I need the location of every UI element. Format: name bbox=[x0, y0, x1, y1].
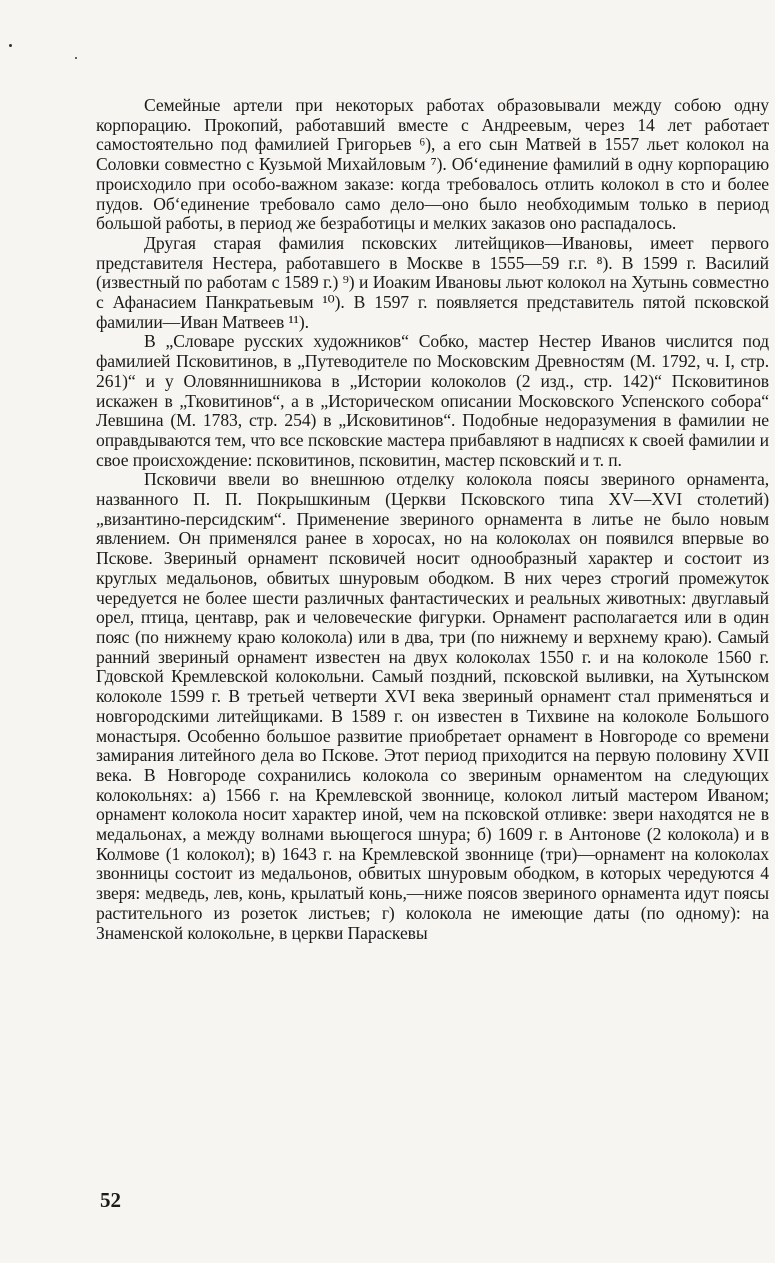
scan-speck bbox=[75, 57, 77, 59]
paragraph-artels: Семейные артели при некоторых работах образовывали между собою одну корпорацию. Прокопий, работавший вместе с Андреевым, через 14 лет работает самостоятельно под фамилией Григорьев ⁶), а его сын Матвей в 1557 льет колокол на Соловки совместно с Кузьмой Михайловым ⁷). Об‘единение фамилий в одну корпорацию происходило при особо-важном заказе: когда требовалось отлить колокол в сто и более пудов. Об‘единение требовало само дело—оно было необходимым только в период большой работы, в период же безработицы и мелких заказов оно распадалось. bbox=[96, 95, 769, 234]
body-text bbox=[96, 96, 769, 943]
scan-speck bbox=[9, 44, 12, 47]
paragraph-ivanov-family: Другая старая фамилия псковских литейщиков—Ивановы, имеет первого представителя Нестера, работавшего в Москве в 1555—59 г.г. ⁸). В 1599 г. Василий (известный по работам с 1589 г.) ⁹) и Иоаким Ивановы льют колокол на Хутынь совместно с Афанасием Панкратьевым ¹⁰). В 1597 г. появляется представитель пятой псковской фамилии—Иван Матвеев ¹¹). bbox=[96, 232, 769, 332]
paragraph-dictionary: В „Словаре русских художников“ Собко, мастер Нестер Иванов числится под фамилией Псковитинов, в „Путеводителе по Московским Древностям (М. 1792, ч. I, стр. 261)“ и у Оловяннишникова в „Истории колоколов (2 изд., стр. 142)“ Псковитинов искажен в „Тковитинов“, а в „Историческом описании Московского Успенского собора“ Левшина (М. 1783, стр. 254) в „Исковитинов“. Подобные недоразумения в фамилии не оправдываются тем, что все псковские мастера прибавляют в надписях к своей фамилии и свое происхождение: псковитинов, псковитин, мастер псковский и т. п. bbox=[96, 331, 769, 470]
paragraph-animal-ornament: Псковичи ввели во внешнюю отделку колокола поясы звериного орнамента, названного П. П. Покрышкиным (Церкви Псковского типа XV—XVI столетий) „византино-персидским“. Применение звериного орнамента в литье не было новым явлением. Он применялся ранее в хоросах, но на колоколах он появился впервые во Пскове. Звериный орнамент псковичей носит однообразный характер и состоит из круглых медальонов, обвитых шнуровым ободком. В них через строгий промежуток чередуется не более шести различных фантастических и реальных животных: двуглавый орел, птица, центавр, рак и человеческие фигурки. Орнамент располагается или в один пояс (по нижнему краю колокола) или в два, три (по нижнему и верхнему краю). Самый ранний звериный орнамент известен на двух колоколах 1550 г. и на колоколе 1560 г. Гдовской Кремлевской колокольни. Самый поздний, псковской выливки, на Хутынском колоколе 1599 г. В третьей четверти XVI века звериный орнамент стал применяться и новгородскими литейщиками. В 1589 г. он известен в Тихвине на колоколе Большого монастыря. Особенно большое развитие приобретает орнамент в Новгороде со времени замирания литейного дела во Пскове. Этот период приходится на первую половину XVII века. В Новгороде сохранились колокола со звериным орнаментом на следующих колокольнях: а) 1566 г. на Кремлевской звоннице, колокол литый мастером Иваном; орнамент колокола носит характер иной, чем на псковской отливке: звери находятся не в медальонах, а между волнами вьющегося шнура; б) 1609 г. в Антонове (2 колокола) и в Колмове (1 колокол); в) 1643 г. на Кремлевской звоннице (три)—орнамент на колоколах звонницы состоит из медальонов, обвитых шнуровым ободком, в которых чередуются 4 зверя: медведь, лев, конь, крылатый конь,—ниже поясов звериного орнамента идут поясы растительного из розеток листьев; г) колокола не имеющие даты (по одному): на Знаменской колокольне, в церкви Параскевы bbox=[96, 469, 769, 943]
page-number: 52 bbox=[100, 1188, 121, 1212]
